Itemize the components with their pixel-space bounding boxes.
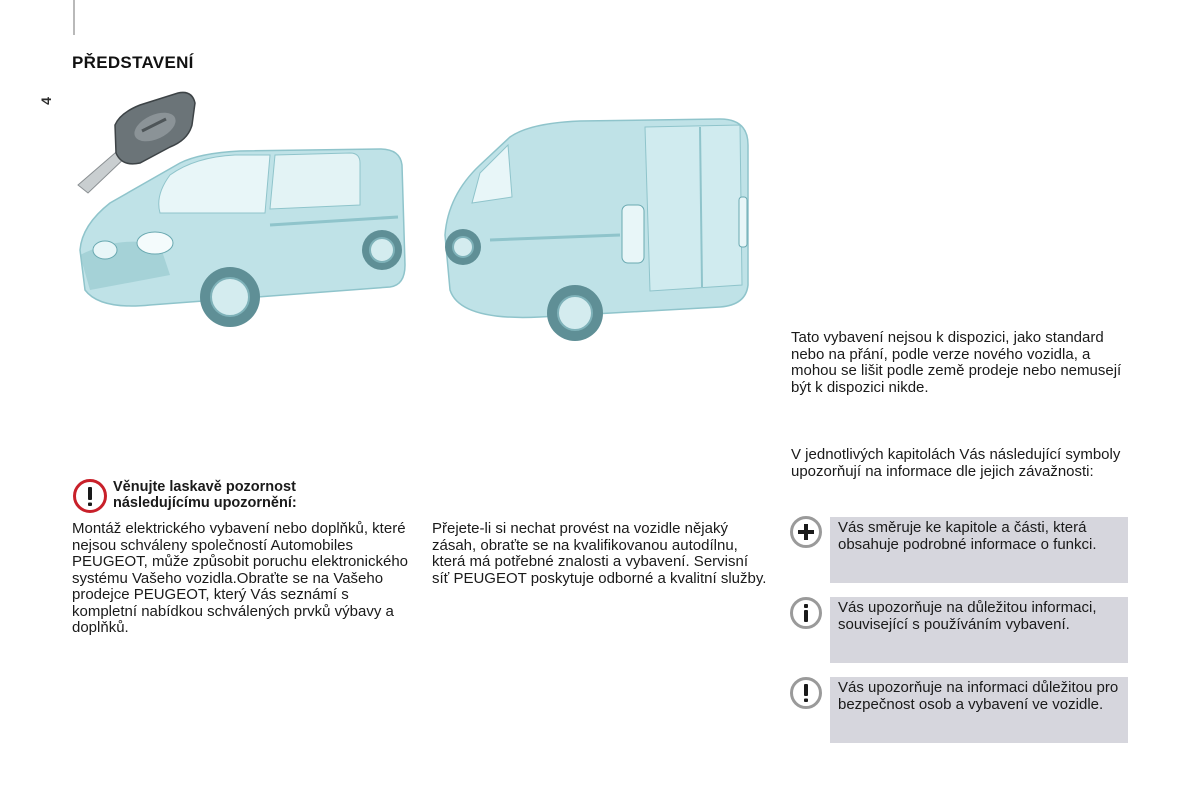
availability-text: Tato vybavení nejsou k dispozici, jako standard nebo na přání, podle verze nového vozidla, a mohou se lišit podle země prodeje nebo nemusejí být k dispozici nikde.	[791, 329, 1122, 396]
symbol-text-exclamation: Vás upozorňuje na informaci důležitou pro bezpečnost osob a vybavení ve vozidle.	[838, 679, 1119, 713]
plus-icon	[790, 516, 822, 548]
front-van-icon	[80, 149, 405, 327]
symbol-text-info: Vás upozorňuje na důležitou informaci, související s používáním vybavení.	[838, 599, 1097, 633]
service-text: Přejete-li si nechat provést na vozidle nějaký zásah, obraťte se na kvalifikovanou autodílnu, která má potřebné znalosti a vybavení. Servisní síť PEUGEOT poskytuje odborné a kvalitní služby.	[432, 520, 767, 587]
warning-heading	[113, 480, 297, 511]
symbol-box-info	[830, 597, 1128, 663]
warning-heading-line2: následujícímu upozornění:	[113, 494, 297, 511]
page-number: 4	[38, 97, 54, 105]
vehicle-illustration	[60, 85, 760, 360]
symbol-box-exclamation	[830, 677, 1128, 743]
rear-van-icon	[445, 119, 748, 341]
symbol-box-plus	[830, 517, 1128, 583]
symbols-intro: V jednotlivých kapitolách Vás následující symboly upozorňují na informace dle jejich závažnosti:	[791, 446, 1121, 480]
warning-exclamation-icon	[73, 479, 107, 513]
page-title: PŘEDSTAVENÍ	[72, 53, 194, 72]
info-icon	[790, 597, 822, 629]
margin-bar	[73, 0, 75, 35]
warning-text: Montáž elektrického vybavení nebo doplňků, které nejsou schváleny společností Automobiles PEUGEOT, může způsobit poruchu elektronického systému Vašeho vozidla.Obraťte se na Vašeho prodejce PEUGEOT, který Vás seznámí s kompletní nabídkou schválených prvků výbavy a doplňků.	[72, 520, 408, 636]
symbol-text-plus: Vás směruje ke kapitole a části, která obsahuje podrobné informace o funkci.	[838, 519, 1097, 553]
warning-heading-line1: Věnujte laskavě pozornost	[113, 479, 296, 495]
exclamation-icon	[790, 677, 822, 709]
